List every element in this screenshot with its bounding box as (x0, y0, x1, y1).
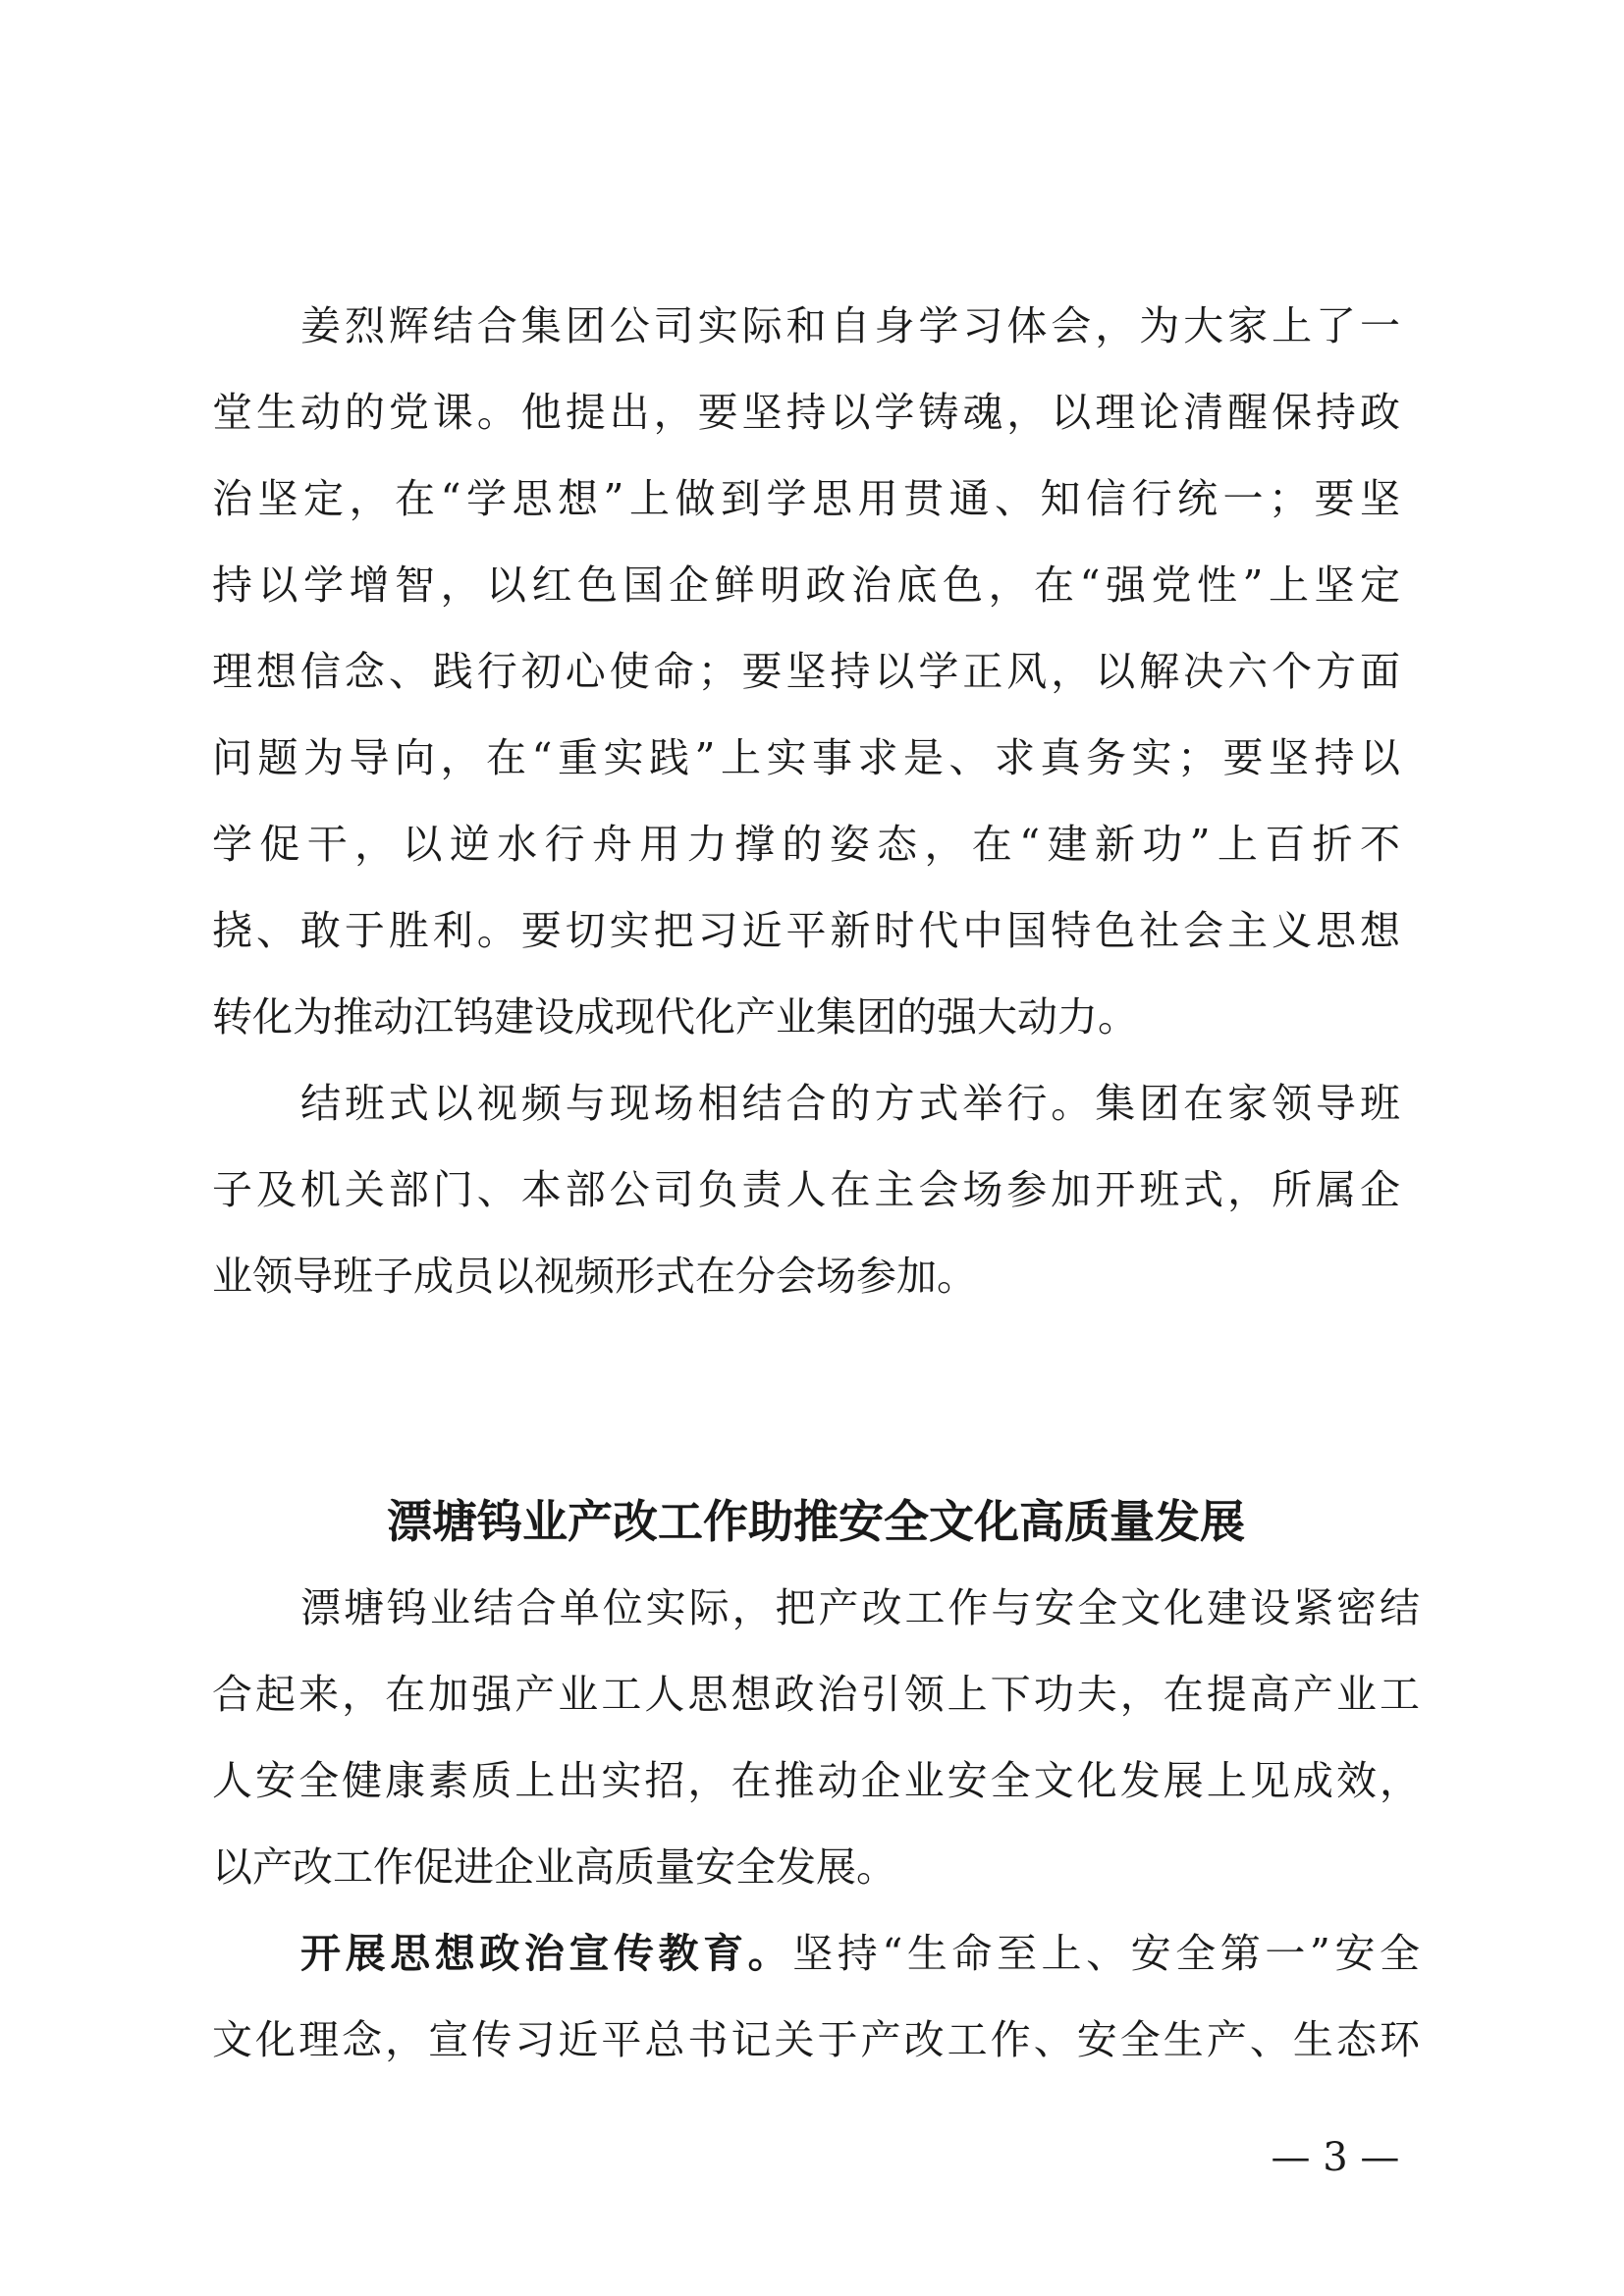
section-party-lecture (212, 283, 1400, 1319)
paragraph-line: 合起来，在加强产业工人思想政治引领上下功夫，在提高产业工 (212, 1671, 1420, 1718)
paragraph-line: 堂生动的党课。他提出，要坚持以学铸魂，以理论清醒保持政 (212, 389, 1400, 436)
paragraph-line: 业领导班子成员以视频形式在分会场参加。 (212, 1253, 977, 1300)
paragraph-line: 理想信念、践行初心使命；要坚持以学正风，以解决六个方面 (212, 648, 1400, 695)
paragraph-line: 子及机关部门、本部公司负责人在主会场参加开班式，所属企 (212, 1166, 1400, 1213)
paragraph-line: 结班式以视频与现场相结合的方式举行。集团在家领导班 (300, 1080, 1400, 1127)
paragraph-line: 学促干，以逆水行舟用力撑的姿态，在“建新功”上百折不 (212, 821, 1400, 868)
paragraph-line: 文化理念，宣传习近平总书记关于产改工作、安全生产、生态环 (212, 2016, 1420, 2063)
paragraph-line: 问题为导向，在“重实践”上实事求是、求真务实；要坚持以 (212, 734, 1400, 781)
paragraph-line: 以产改工作促进企业高质量安全发展。 (212, 1843, 896, 1891)
paragraph-line: 挠、敢于胜利。要切实把习近平新时代中国特色社会主义思想 (212, 907, 1400, 954)
section-safety-culture (212, 1565, 1420, 2083)
paragraph-line: 漂塘钨业结合单位实际，把产改工作与安全文化建设紧密结 (300, 1584, 1420, 1631)
paragraph-line (212, 1910, 1420, 1997)
paragraph-line: 持以学增智，以红色国企鲜明政治底色，在“强党性”上坚定 (212, 561, 1400, 609)
paragraph-line: 转化为推动江钨建设成现代化产业集团的强大动力。 (212, 993, 1138, 1041)
article-title: 漂塘钨业产改工作助推安全文化高质量发展 (387, 1495, 1245, 1548)
paragraph-line: 人安全健康素质上出实招，在推动企业安全文化发展上见成效， (212, 1757, 1420, 1804)
paragraph-line: 姜烈辉结合集团公司实际和自身学习体会，为大家上了一 (300, 302, 1400, 349)
page-number: — 3 — (1271, 2135, 1400, 2180)
paragraph-lead-heading: 开展思想政治宣传教育。 (300, 1930, 793, 1977)
paragraph-text: 坚持“生命至上、安全第一”安全 (792, 1930, 1420, 1977)
paragraph-line: 治坚定，在“学思想”上做到学思用贯通、知信行统一；要坚 (212, 475, 1400, 522)
